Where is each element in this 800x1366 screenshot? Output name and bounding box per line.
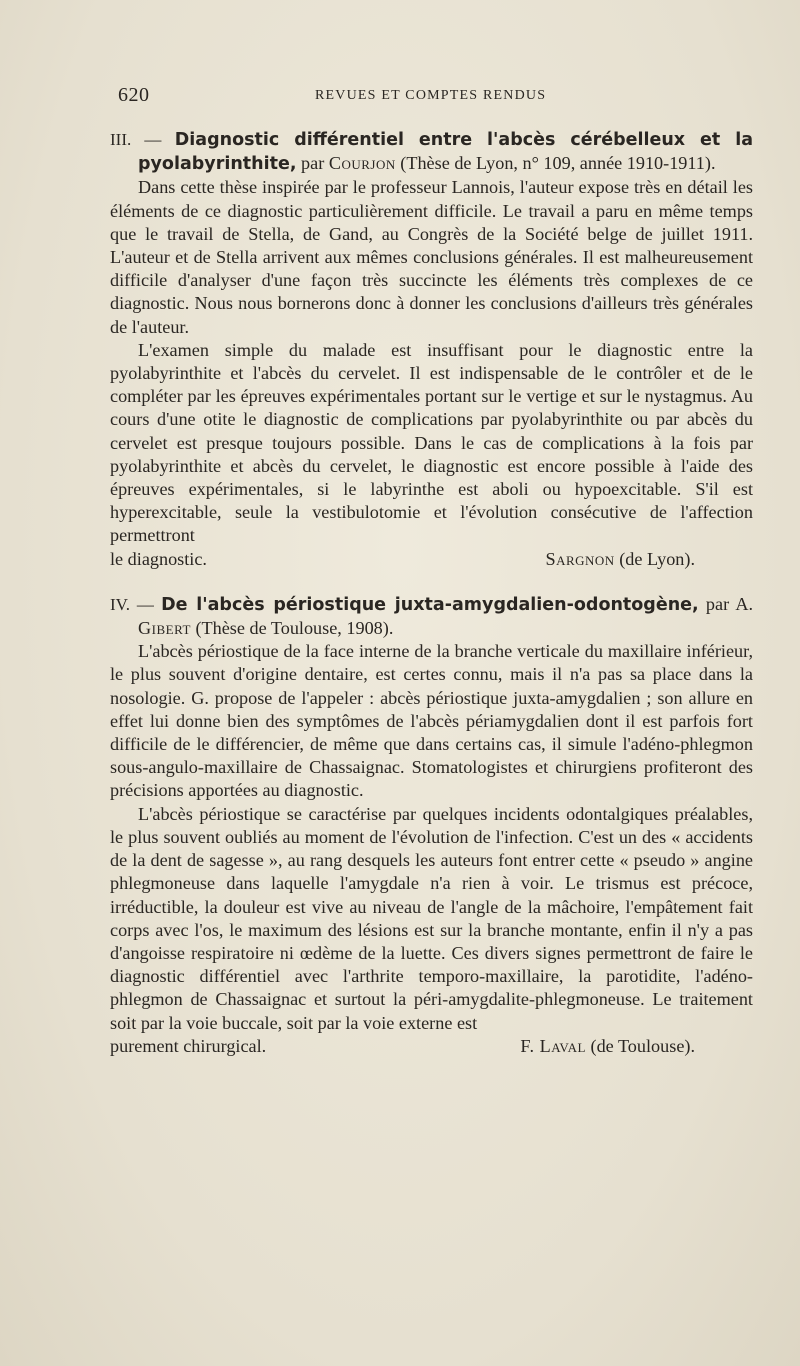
page-body bbox=[110, 128, 753, 1080]
author-prefix: par bbox=[301, 153, 325, 174]
reviewer-name: Sargnon bbox=[545, 548, 615, 569]
signature-line bbox=[110, 548, 753, 571]
review-section-iv bbox=[110, 593, 753, 1058]
source-citation: (Thèse de Toulouse, 1908). bbox=[195, 618, 394, 639]
page-number: 620 bbox=[118, 84, 150, 106]
section-heading bbox=[110, 128, 753, 176]
section-heading bbox=[110, 593, 753, 640]
paragraph: Dans cette thèse inspirée par le professeur Lannois, l'auteur expose très en détail les éléments de ce diagnostic particulièrement difficile. Le travail a paru en même temps que le travail de Stella, de Gand, au Congrès de la Société belge de juillet 1911. L'auteur et de Stella arrivent aux mêmes conclusions générales. Il est malheureusement difficile d'analyser d'une façon très succincte les éléments très complexes de ce diagnostic. Nous nous bornerons donc à donner les conclusions d'ailleurs très générales de l'auteur. bbox=[110, 177, 753, 337]
section-numeral: IV. — bbox=[110, 594, 154, 614]
author-name: Gibert bbox=[138, 618, 191, 639]
review-section-iii bbox=[110, 128, 753, 571]
reviewer-name: F. Laval bbox=[520, 1035, 586, 1056]
page-header bbox=[110, 84, 750, 114]
author-name: Courjon bbox=[328, 153, 396, 174]
source-citation: (Thèse de Lyon, n° 109, année 1910-1911). bbox=[400, 153, 716, 174]
running-head: REVUES ET COMPTES RENDUS bbox=[315, 88, 547, 103]
section-title: De l'abcès périostique juxta-amygdalien-odontogène, bbox=[161, 594, 699, 615]
reviewer-place: (de Lyon). bbox=[619, 548, 695, 569]
closing-text: purement chirurgical. bbox=[110, 1035, 267, 1056]
section-numeral: III. — bbox=[110, 130, 162, 149]
reviewer-signature bbox=[545, 548, 753, 571]
paragraph: L'abcès périostique se caractérise par quelques incidents odontalgiques préalables, le plus souvent oubliés au moment de l'évolution de l'infection. C'est un des « accidents de la dent de sagesse », au rang desquels les auteurs font entrer cette « pseudo » angine phlegmoneuse dans laquelle l'amygdale n'a rien à voir. Le trismus est précoce, irréductible, la douleur est vive au niveau de l'angle de la mâchoire, l'empâtement fait corps avec l'os, le maximum des lésions est sur la branche montante, enfin il n'y a pas d'angoisse respiratoire ni œdème de la luette. Ces divers signes permettront de faire le diagnostic différentiel avec l'arthrite temporo-maxillaire, la parotidite, l'adéno-phlegmon de Chassaignac et surtout la péri-amygdalite-phlegmoneuse. Le traitement soit par la voie buccale, soit par la voie externe est bbox=[110, 803, 753, 1033]
reviewer-signature bbox=[520, 1035, 753, 1058]
paragraph: L'abcès périostique de la face interne de la branche verticale du maxillaire inférieur, le plus souvent d'origine dentaire, est certes connu, mais il n'a pas sa place dans la nosologie. G. propose de l'appeler : abcès périostique juxta-amygdalien ; son allure en effet lui donne bien des symptômes de l'abcès périamygdalien dont il est parfois fort difficile de le différencier, de même que dans certains cas, il simule l'adéno-phlegmon sous-angulo-maxillaire de Chassaignac. Stomatologistes et chirurgiens profiteront des précisions apportées au diagnostic. bbox=[110, 641, 753, 801]
section-title: Diagnostic différentiel entre l'abcès cérébelleux et la pyolabyrinthite, bbox=[138, 130, 754, 175]
reviewer-place: (de Toulouse). bbox=[590, 1035, 695, 1056]
closing-text: le diagnostic. bbox=[110, 548, 207, 569]
paragraph: L'examen simple du malade est insuffisant pour le diagnostic entre la pyolabyrinthite et l'abcès du cervelet. Il est indispensable de le contrôler et de le compléter par les épreuves expérimentales portant sur le vertige et sur le nystagmus. Au cours d'une otite le diagnostic de complications par pyolabyrinthite ou par abcès du cervelet est presque toujours possible. Dans le cas de complications à la fois par pyolabyrinthite et abcès du cervelet, le diagnostic est encore possible à l'aide des épreuves expérimentales, si le labyrinthe est aboli ou hypoexcitable. S'il est hyperexcitable, seule la vestibulotomie et l'évolution consécutive de l'affection permettront bbox=[110, 339, 753, 546]
signature-line bbox=[110, 1035, 753, 1058]
author-prefix: par A. bbox=[705, 593, 754, 614]
